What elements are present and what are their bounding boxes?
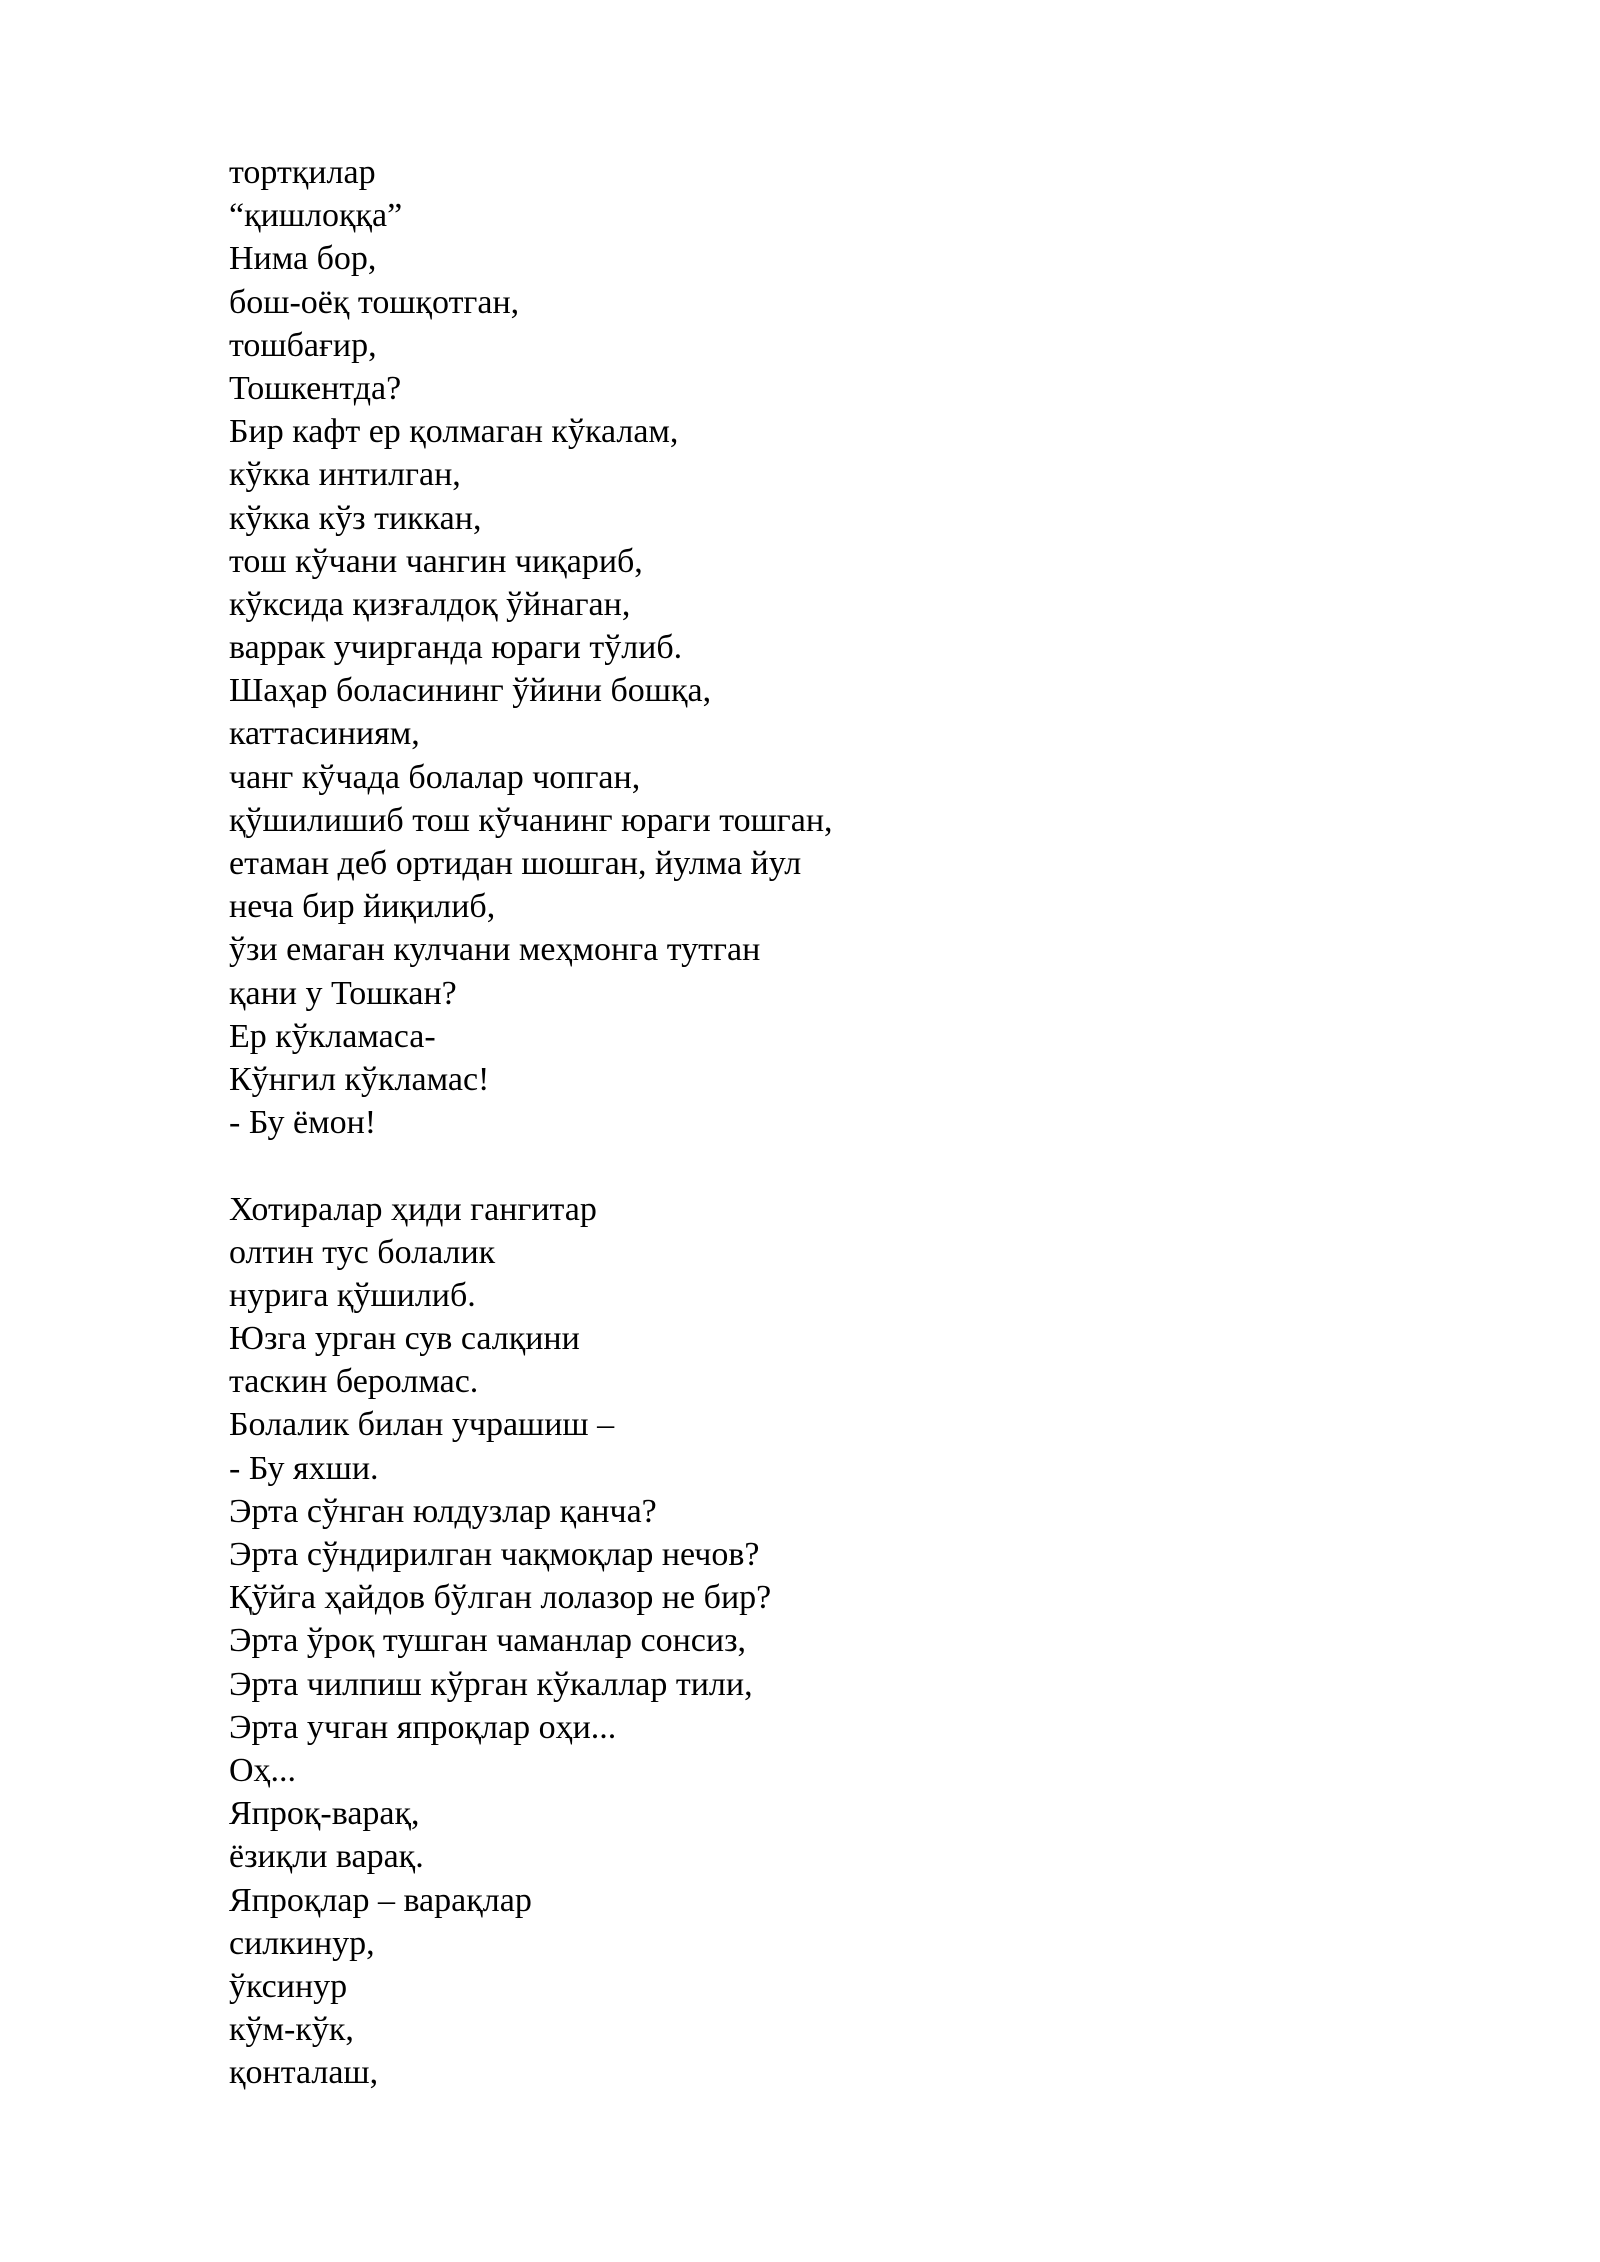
poem-line: қўшилишиб тош кўчанинг юраги тошган, bbox=[229, 801, 833, 839]
poem-line: Эрта сўндирилган чақмоқлар нечов? bbox=[229, 1536, 760, 1573]
poem-line: олтин тус болалик bbox=[229, 1233, 496, 1271]
stanza-2 bbox=[229, 1188, 1429, 2095]
poem-line: кўксида қизғалдоқ ўйнаган, bbox=[229, 585, 631, 623]
poem-line: таскин беролмас. bbox=[229, 1363, 479, 1401]
poem-line: Эрта чилпиш кўрган кўкаллар тили, bbox=[229, 1665, 753, 1703]
poem-line: тортқилар bbox=[229, 154, 376, 191]
poem-line: Болалик билан учрашиш – bbox=[229, 1406, 615, 1444]
poem-line: Кўнгил кўкламас! bbox=[229, 1060, 490, 1098]
poem-line: варрак учирганда юраги тўлиб. bbox=[229, 629, 683, 667]
poem-line: нурига қўшилиб. bbox=[229, 1276, 476, 1314]
poem-line: ёзиқли варақ. bbox=[229, 1838, 424, 1876]
poem-line: Эрта сўнган юлдузлар қанча? bbox=[229, 1492, 657, 1530]
poem-line: Эрта учган япроқлар оҳи... bbox=[229, 1708, 617, 1746]
poem-line: кўкка кўз тиккан, bbox=[229, 499, 482, 537]
poem-line: Япроқ-варақ, bbox=[229, 1795, 420, 1833]
poem-line: Эрта ўроқ тушган чаманлар сонсиз, bbox=[229, 1622, 747, 1660]
poem-line: етаман деб ортидан шошган, йулма йул bbox=[229, 845, 802, 882]
stanza-1 bbox=[229, 151, 1429, 1144]
poem-line: Оҳ... bbox=[229, 1751, 297, 1789]
poem-line: қани у Тошкан? bbox=[229, 974, 457, 1012]
poem-line: ўзи емаган кулчани меҳмонга тутган bbox=[229, 931, 761, 969]
poem-line: қонталаш, bbox=[229, 2054, 379, 2092]
poem-line: силкинур, bbox=[229, 1924, 375, 1962]
poem-line: Хотиралар ҳиди гангитар bbox=[229, 1190, 597, 1228]
poem-line: - Бу яхши. bbox=[229, 1449, 379, 1487]
poem-line: неча бир йиқилиб, bbox=[229, 888, 496, 926]
poem-line: “қишлоққа” bbox=[229, 197, 403, 235]
poem-line: Тошкентда? bbox=[229, 369, 402, 407]
poem-line: - Бу ёмон! bbox=[229, 1104, 377, 1142]
poem-line: чанг кўчада болалар чопган, bbox=[229, 758, 641, 796]
poem-line: кўкка интилган, bbox=[229, 456, 461, 494]
poem-line: бош-оёқ тошқотган, bbox=[229, 283, 520, 321]
poem-line: тошбағир, bbox=[229, 326, 377, 364]
poem-line: Қўйга ҳайдов бўлган лолазор не бир? bbox=[229, 1579, 772, 1617]
poem-line: ўксинур bbox=[229, 1967, 348, 2005]
poem-line: Нима бор, bbox=[229, 240, 377, 278]
poem-line: Ер кўкламаса- bbox=[229, 1017, 436, 1055]
poem-line: Шаҳар боласининг ўйини бошқа, bbox=[229, 672, 712, 710]
poem-line: каттасиниям, bbox=[229, 715, 420, 753]
poem-line: Япроқлар – варақлар bbox=[229, 1881, 532, 1919]
poem-line: Юзга урган сув салқини bbox=[229, 1320, 580, 1358]
poem-line: тош кўчани чангин чиқариб, bbox=[229, 542, 643, 580]
poem-line: кўм-кўк, bbox=[229, 2011, 354, 2049]
poem-text bbox=[229, 151, 1429, 2094]
poem-line: Бир кафт ер қолмаган кўкалам, bbox=[229, 413, 679, 451]
